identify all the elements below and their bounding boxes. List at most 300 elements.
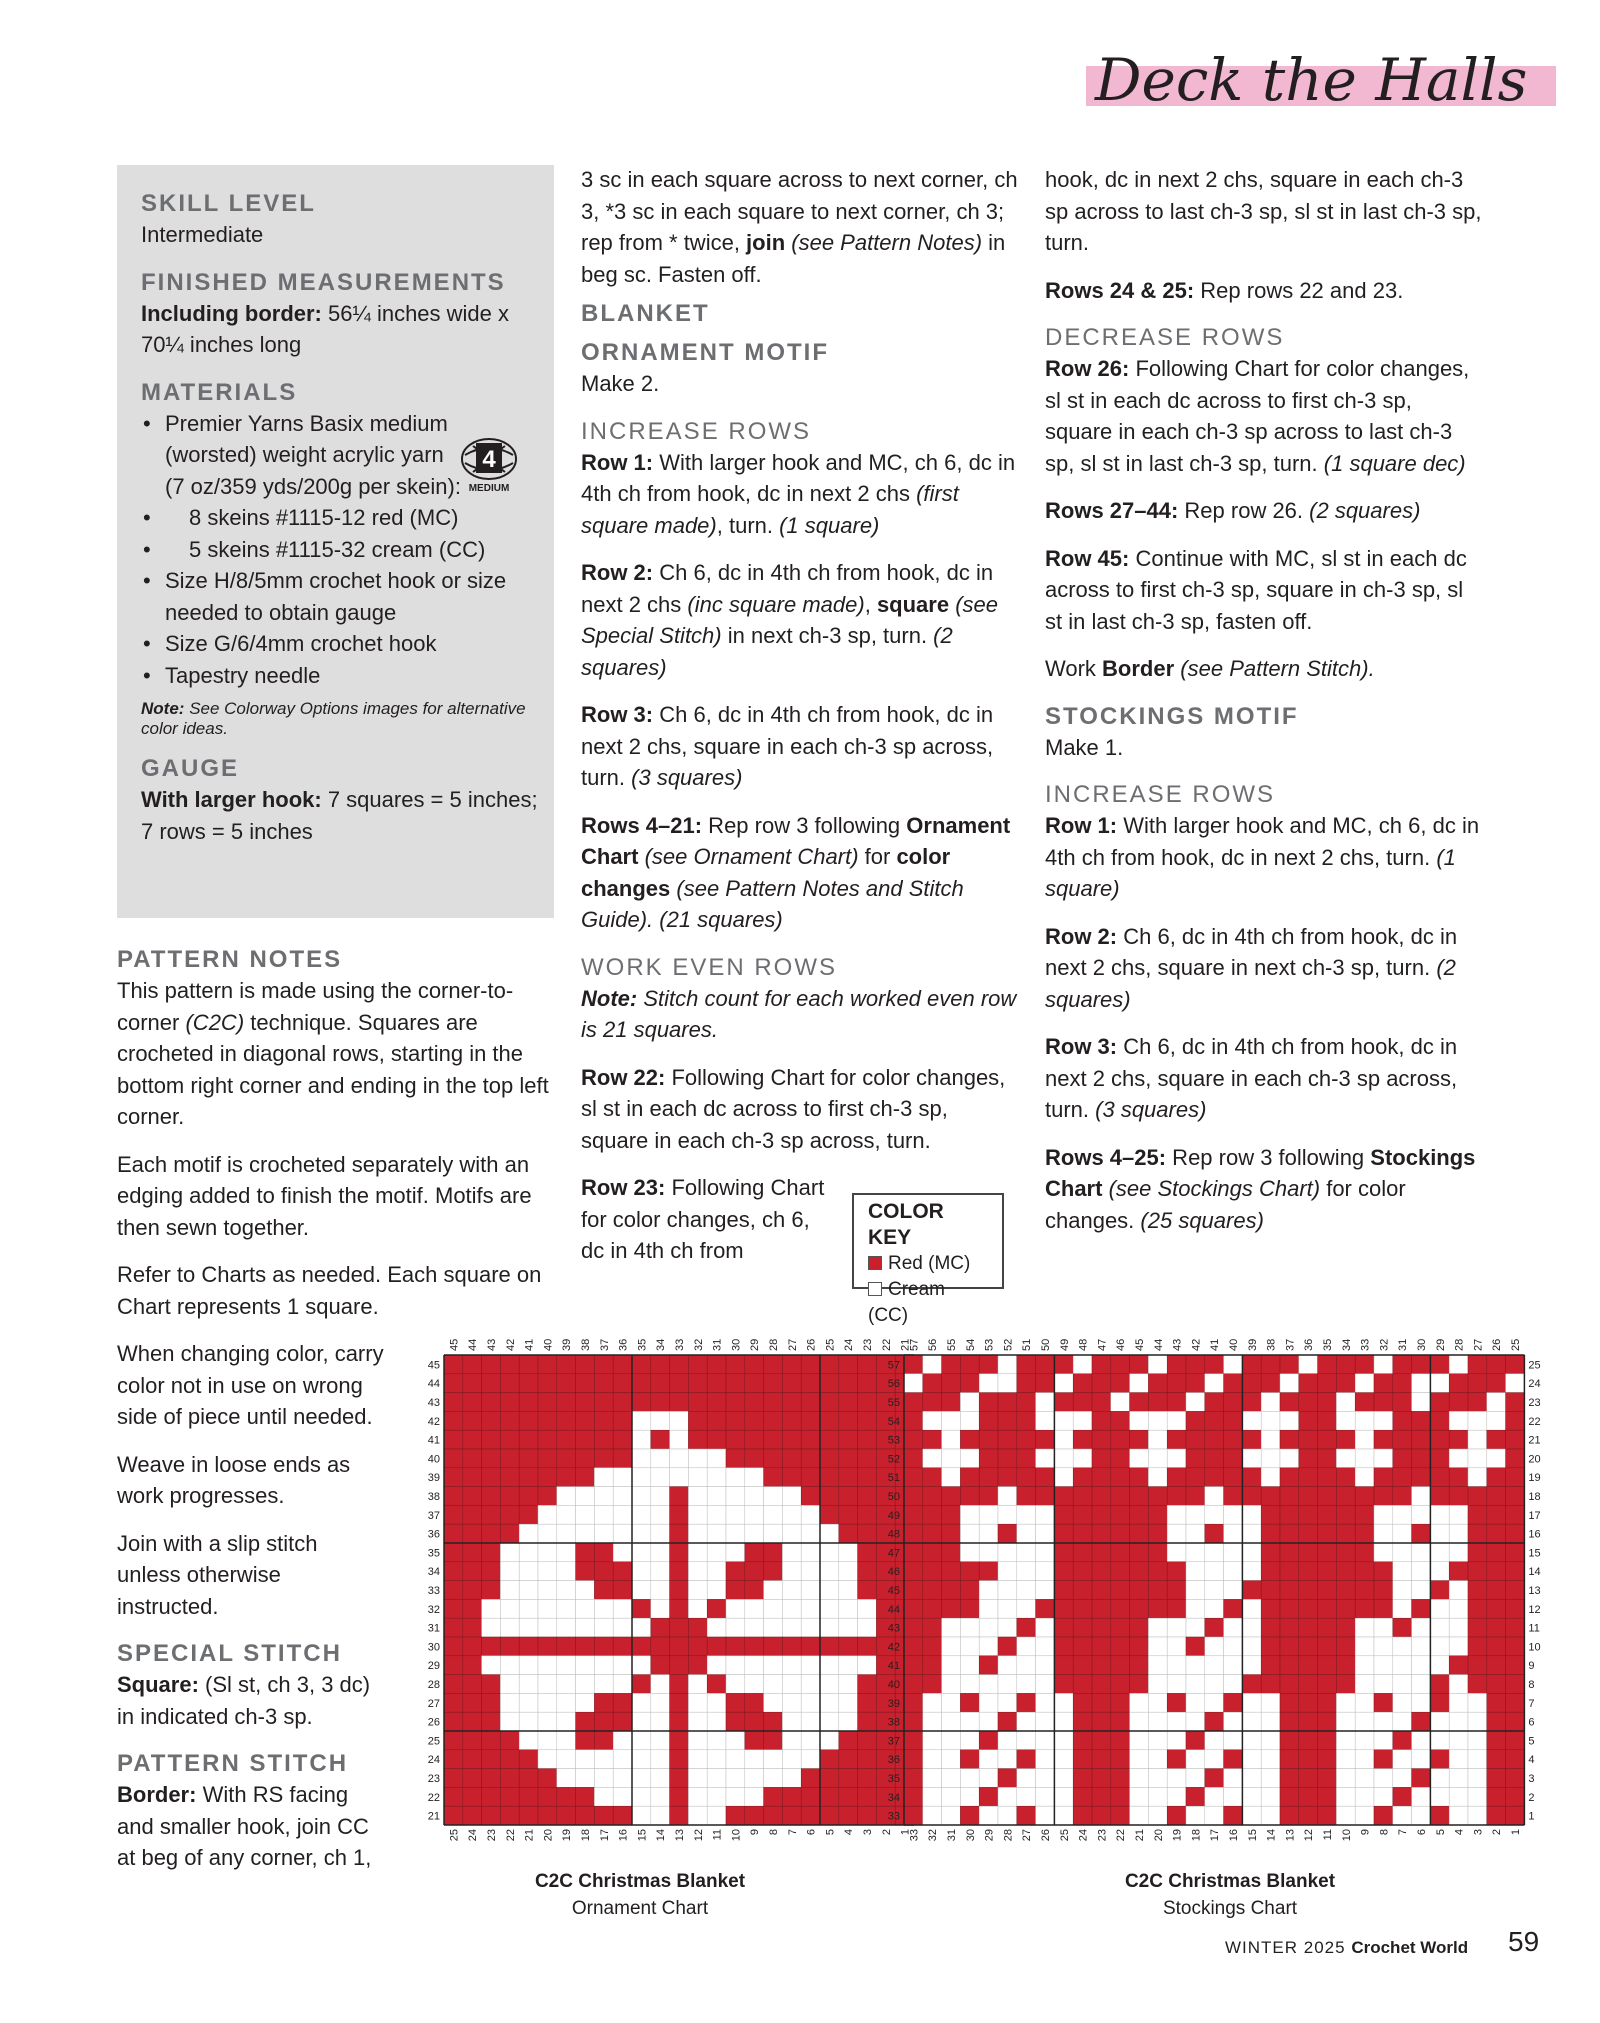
stockings-rows-4-25: [1045, 1142, 1485, 1237]
chart-cell: [1393, 1393, 1412, 1412]
text: 3 sc in each square across to next corner, ch 3, *3 sc in each square to next corner, ch 3; rep from * twice,: [581, 167, 1018, 255]
chart-cell: [1224, 1618, 1243, 1637]
chart-cell: [1111, 1581, 1130, 1600]
chart-cell: [1111, 1543, 1130, 1562]
chart-cell: [1092, 1449, 1111, 1468]
chart-cell: [801, 1806, 820, 1825]
chart-cell: [1205, 1505, 1224, 1524]
chart-cell: [1017, 1411, 1036, 1430]
chart-cell: [960, 1355, 979, 1374]
chart-cell: [1280, 1637, 1299, 1656]
chart-cell: [1487, 1787, 1506, 1806]
chart-tick-label: 27: [1021, 1829, 1034, 1842]
chart-cell: [1355, 1505, 1374, 1524]
chart-cell: [1336, 1524, 1355, 1543]
chart-cell: [1280, 1355, 1299, 1374]
chart-cell: [1073, 1562, 1092, 1581]
chart-cell: [979, 1543, 998, 1562]
chart-cell: [745, 1656, 764, 1675]
chart-tick-label: 39: [887, 1697, 900, 1710]
chart-cell: [1167, 1505, 1186, 1524]
chart-cell: [1412, 1430, 1431, 1449]
chart-cell: [904, 1750, 923, 1769]
chart-cell: [923, 1524, 942, 1543]
list-item: • Premier Yarns Basix medium (worsted) weight acrylic yarn (7 oz/359 yds/200g per skein):: [141, 408, 541, 503]
chart-cell: [1036, 1750, 1055, 1769]
chart-tick-label: 17: [1209, 1829, 1222, 1842]
chart-cell: [651, 1637, 670, 1656]
chart-cell: [1036, 1618, 1055, 1637]
chart-cell: [1130, 1393, 1149, 1412]
chart-cell: [1186, 1787, 1205, 1806]
chart-cell: [942, 1675, 961, 1694]
chart-cell: [594, 1656, 613, 1675]
chart-tick-label: 5: [1528, 1735, 1535, 1748]
chart-cell: [1280, 1411, 1299, 1430]
chart-cell: [942, 1487, 961, 1506]
chart-cell: [1073, 1618, 1092, 1637]
chart-cell: [1073, 1543, 1092, 1562]
chart-cell: [463, 1374, 482, 1393]
chart-cell: [1336, 1731, 1355, 1750]
chart-cell: [858, 1693, 877, 1712]
chart-cell: [557, 1355, 576, 1374]
yarn-color-text: 8 skeins #1115-12 red (MC): [189, 505, 459, 530]
text: (see Ornament Chart): [638, 844, 859, 869]
chart-cell: [1224, 1769, 1243, 1788]
chart-cell: [500, 1411, 519, 1430]
chart-cell: [1036, 1374, 1055, 1393]
chart-cell: [1449, 1656, 1468, 1675]
chart-cell: [651, 1618, 670, 1637]
chart-cell: [1111, 1769, 1130, 1788]
chart-cell: [1506, 1374, 1525, 1393]
chart-cell: [613, 1468, 632, 1487]
chart-cell: [1036, 1581, 1055, 1600]
chart-cell: [1506, 1693, 1525, 1712]
chart-tick-label: 34: [887, 1791, 900, 1804]
chart-cell: [632, 1430, 651, 1449]
chart-cell: [1506, 1524, 1525, 1543]
chart-tick-label: 16: [1228, 1829, 1240, 1842]
chart-cell: [1186, 1769, 1205, 1788]
chart-cell: [1318, 1618, 1337, 1637]
chart-cell: [1073, 1374, 1092, 1393]
chart-cell: [1261, 1599, 1280, 1618]
chart-cell: [1355, 1468, 1374, 1487]
chart-cell: [1073, 1505, 1092, 1524]
chart-cell: [594, 1599, 613, 1618]
color-key-title: COLOR KEY: [868, 1200, 944, 1249]
chart-cell: [576, 1505, 595, 1524]
chart-cell: [1318, 1505, 1337, 1524]
chart-cell: [1355, 1524, 1374, 1543]
chart-cell: [1242, 1637, 1261, 1656]
row-3: [581, 699, 1021, 794]
chart-cell: [1036, 1637, 1055, 1656]
chart-cell: [1280, 1656, 1299, 1675]
chart-cell: [500, 1618, 519, 1637]
chart-cell: [482, 1393, 501, 1412]
chart-cell: [1167, 1693, 1186, 1712]
chart-cell: [1186, 1543, 1205, 1562]
chart-tick-label: 21: [427, 1810, 440, 1823]
chart-cell: [1092, 1693, 1111, 1712]
chart-cell: [632, 1449, 651, 1468]
chart-cell: [1487, 1543, 1506, 1562]
even-note: [581, 983, 1021, 1046]
chart-cell: [1449, 1599, 1468, 1618]
chart-cell: [1092, 1731, 1111, 1750]
chart-cell: [1148, 1769, 1167, 1788]
chart-cell: [998, 1637, 1017, 1656]
chart-cell: [1468, 1468, 1487, 1487]
chart-cell: [1374, 1524, 1393, 1543]
chart-cell: [904, 1637, 923, 1656]
chart-cell: [764, 1374, 783, 1393]
chart-cell: [923, 1750, 942, 1769]
chart-cell: [1280, 1374, 1299, 1393]
chart-cell: [839, 1637, 858, 1656]
chart-cell: [1468, 1599, 1487, 1618]
chart-cell: [1506, 1731, 1525, 1750]
chart-cell: [1430, 1393, 1449, 1412]
chart-cell: [1242, 1505, 1261, 1524]
chart-cell: [801, 1656, 820, 1675]
chart-cell: [782, 1468, 801, 1487]
chart-cell: [1036, 1355, 1055, 1374]
chart-cell: [463, 1637, 482, 1656]
chart-cell: [839, 1543, 858, 1562]
chart-cell: [519, 1355, 538, 1374]
chart-cell: [688, 1449, 707, 1468]
chart-cell: [1186, 1675, 1205, 1694]
chart-cell: [1430, 1374, 1449, 1393]
chart-cell: [820, 1562, 839, 1581]
chart-cell: [1036, 1675, 1055, 1694]
chart-tick-label: 18: [1528, 1491, 1541, 1503]
chart-tick-label: 4: [1453, 1829, 1466, 1836]
chart-cell: [923, 1637, 942, 1656]
chart-cell: [557, 1787, 576, 1806]
chart-cell: [538, 1637, 557, 1656]
chart-cell: [820, 1750, 839, 1769]
chart-cell: [1280, 1731, 1299, 1750]
chart-cell: [979, 1656, 998, 1675]
chart-cell: [1412, 1487, 1431, 1506]
text: square: [876, 591, 950, 617]
chart-cell: [1430, 1543, 1449, 1562]
chart-cell: [1487, 1599, 1506, 1618]
chart-cell: [632, 1806, 651, 1825]
chart-cell: [1242, 1750, 1261, 1769]
chart-cell: [670, 1806, 689, 1825]
chart-cell: [745, 1712, 764, 1731]
chart-cell: [1318, 1750, 1337, 1769]
chart-cell: [782, 1806, 801, 1825]
chart-cell: [1506, 1656, 1525, 1675]
chart-cell: [1054, 1524, 1073, 1543]
chart-cell: [1318, 1693, 1337, 1712]
chart-cell: [801, 1430, 820, 1449]
text: Work: [1045, 656, 1103, 681]
chart-cell: [858, 1581, 877, 1600]
chart-cell: [942, 1524, 961, 1543]
chart-cell: [1224, 1393, 1243, 1412]
chart-cell: [1054, 1712, 1073, 1731]
chart-cell: [979, 1787, 998, 1806]
chart-cell: [1148, 1543, 1167, 1562]
chart-cell: [1506, 1787, 1525, 1806]
chart-cell: [782, 1524, 801, 1543]
label: Rows 27–44:: [1045, 498, 1179, 523]
chart-cell: [782, 1393, 801, 1412]
chart-cell: [1073, 1393, 1092, 1412]
chart-cell: [726, 1430, 745, 1449]
chart-tick-label: 22: [1115, 1829, 1128, 1842]
chart-cell: [998, 1449, 1017, 1468]
chart-cell: [904, 1731, 923, 1750]
stockings-caption-subtitle: Stockings Chart: [1162, 1898, 1298, 1919]
chart-cell: [482, 1769, 501, 1788]
chart-tick-label: 40: [887, 1679, 900, 1691]
chart-cell: [1393, 1468, 1412, 1487]
chart-cell: [726, 1393, 745, 1412]
chart-tick-label: 53: [887, 1434, 900, 1447]
chart-cell: [858, 1675, 877, 1694]
chart-cell: [688, 1806, 707, 1825]
chart-cell: [482, 1599, 501, 1618]
chart-cell: [1242, 1524, 1261, 1543]
rows-24-25: [1045, 275, 1485, 307]
chart-cell: [1468, 1487, 1487, 1506]
chart-cell: [1318, 1599, 1337, 1618]
chart-cell: [1468, 1731, 1487, 1750]
text: ,: [864, 591, 877, 617]
chart-cell: [1186, 1731, 1205, 1750]
chart-cell: [594, 1787, 613, 1806]
chart-cell: [594, 1430, 613, 1449]
chart-cell: [960, 1750, 979, 1769]
text: Continue with MC, sl st in each dc across to first ch-3 sp, square in ch-3 sp, sl st in last ch-3 sp, fasten off.: [1045, 545, 1467, 634]
chart-cell: [858, 1355, 877, 1374]
pattern-note-1: [117, 975, 557, 1133]
chart-cell: [1054, 1618, 1073, 1637]
chart-cell: [745, 1750, 764, 1769]
label: Rows 4–25:: [1045, 1144, 1167, 1170]
chart-cell: [707, 1393, 726, 1412]
chart-cell: [1054, 1656, 1073, 1675]
text: Ch 6, dc in 4th ch from hook, dc in next 2 chs, square in each ch-3 sp across, turn.: [1045, 1034, 1458, 1122]
chart-tick-label: 34: [655, 1338, 668, 1351]
chart-cell: [1261, 1750, 1280, 1769]
chart-cell: [1242, 1449, 1261, 1468]
chart-cell: [1242, 1543, 1261, 1562]
chart-cell: [1167, 1731, 1186, 1750]
chart-cell: [1205, 1487, 1224, 1506]
stockings-row-2: [1045, 921, 1485, 1016]
chart-cell: [942, 1787, 961, 1806]
color-key-cream-label: Cream (CC): [868, 1279, 946, 1326]
chart-tick-label: 37: [1284, 1338, 1297, 1351]
chart-tick-label: 6: [1416, 1829, 1428, 1836]
chart-cell: [1506, 1487, 1525, 1506]
chart-cell: [1449, 1618, 1468, 1637]
chart-cell: [1017, 1731, 1036, 1750]
chart-cell: [1017, 1449, 1036, 1468]
chart-cell: [726, 1769, 745, 1788]
chart-cell: [1130, 1562, 1149, 1581]
chart-cell: [1205, 1468, 1224, 1487]
chart-tick-label: 32: [1378, 1338, 1391, 1351]
chart-cell: [942, 1581, 961, 1600]
chart-cell: [820, 1618, 839, 1637]
chart-cell: [613, 1393, 632, 1412]
text: (see Special Stitch): [581, 591, 999, 648]
chart-cell: [1148, 1430, 1167, 1449]
chart-cell: [764, 1618, 783, 1637]
chart-cell: [651, 1543, 670, 1562]
chart-cell: [979, 1393, 998, 1412]
chart-cell: [998, 1562, 1017, 1581]
chart-cell: [745, 1581, 764, 1600]
chart-cell: [576, 1449, 595, 1468]
chart-cell: [538, 1712, 557, 1731]
chart-cell: [801, 1731, 820, 1750]
text: Border: [1102, 656, 1175, 681]
chart-cell: [726, 1581, 745, 1600]
chart-cell: [904, 1487, 923, 1506]
chart-cell: [1205, 1769, 1224, 1788]
chart-cell: [782, 1355, 801, 1374]
chart-cell: [1412, 1543, 1431, 1562]
chart-cell: [1017, 1355, 1036, 1374]
chart-cell: [1299, 1393, 1318, 1412]
chart-cell: [500, 1430, 519, 1449]
chart-cell: [613, 1806, 632, 1825]
chart-cell: [1299, 1656, 1318, 1675]
chart-cell: [923, 1543, 942, 1562]
chart-tick-label: 26: [427, 1716, 440, 1729]
chart-cell: [519, 1468, 538, 1487]
chart-cell: [904, 1355, 923, 1374]
chart-cell: [1318, 1787, 1337, 1806]
chart-cell: [923, 1393, 942, 1412]
text: (3 squares): [1095, 1097, 1207, 1122]
chart-tick-label: 33: [674, 1338, 686, 1351]
chart-cell: [1449, 1769, 1468, 1788]
chart-cell: [904, 1411, 923, 1430]
chart-cell: [632, 1487, 651, 1506]
chart-cell: [1449, 1750, 1468, 1769]
chart-cell: [651, 1505, 670, 1524]
chart-cell: [557, 1731, 576, 1750]
chart-cell: [1449, 1468, 1468, 1487]
chart-cell: [764, 1449, 783, 1468]
chart-cell: [651, 1411, 670, 1430]
chart-cell: [1374, 1543, 1393, 1562]
chart-tick-label: 44: [427, 1378, 440, 1391]
chart-cell: [500, 1712, 519, 1731]
chart-cell: [538, 1806, 557, 1825]
chart-cell: [839, 1449, 858, 1468]
chart-cell: [444, 1693, 463, 1712]
chart-cell: [904, 1543, 923, 1562]
text: Following Chart for color changes, sl st in each dc across to first ch-3 sp, square in each ch-3 sp across to last ch-3 sp, sl st in last ch-3 sp, turn.: [1045, 356, 1470, 476]
chart-cell: [1355, 1393, 1374, 1412]
chart-cell: [538, 1411, 557, 1430]
chart-cell: [1092, 1430, 1111, 1449]
text: in next ch-3 sp, turn.: [721, 623, 934, 648]
chart-cell: [1036, 1505, 1055, 1524]
chart-tick-label: 40: [1228, 1338, 1240, 1351]
chart-cell: [632, 1411, 651, 1430]
chart-cell: [1318, 1712, 1337, 1731]
label: Row 45:: [1045, 545, 1130, 571]
chart-cell: [1506, 1599, 1525, 1618]
chart-cell: [557, 1562, 576, 1581]
chart-cell: [1224, 1468, 1243, 1487]
chart-cell: [1054, 1806, 1073, 1825]
chart-cell: [764, 1693, 783, 1712]
text: Ornament Chart: [581, 812, 1011, 869]
chart-cell: [904, 1468, 923, 1487]
chart-cell: [1092, 1524, 1111, 1543]
text: (see Stockings Chart): [1102, 1176, 1321, 1201]
chart-tick-label: 41: [427, 1434, 440, 1447]
chart-cell: [688, 1693, 707, 1712]
chart-cell: [670, 1487, 689, 1506]
text: (2 squares): [1045, 955, 1456, 1012]
chart-cell: [979, 1637, 998, 1656]
chart-cell: [1092, 1374, 1111, 1393]
chart-cell: [1073, 1581, 1092, 1600]
chart-cell: [1393, 1806, 1412, 1825]
chart-cell: [979, 1487, 998, 1506]
chart-cell: [1148, 1393, 1167, 1412]
yarn-color-red: [141, 502, 541, 534]
chart-cell: [1261, 1693, 1280, 1712]
chart-cell: [1355, 1731, 1374, 1750]
chart-cell: [998, 1693, 1017, 1712]
chart-cell: [1430, 1693, 1449, 1712]
chart-cell: [557, 1656, 576, 1675]
chart-tick-label: 51: [887, 1472, 900, 1485]
chart-cell: [670, 1505, 689, 1524]
chart-cell: [1299, 1750, 1318, 1769]
chart-cell: [1299, 1374, 1318, 1393]
chart-cell: [670, 1787, 689, 1806]
chart-cell: [1468, 1393, 1487, 1412]
chart-cell: [1167, 1411, 1186, 1430]
chart-cell: [1148, 1449, 1167, 1468]
chart-cell: [960, 1581, 979, 1600]
chart-cell: [782, 1505, 801, 1524]
chart-cell: [1148, 1712, 1167, 1731]
chart-cell: [1224, 1581, 1243, 1600]
chart-cell: [1186, 1505, 1205, 1524]
chart-cell: [1506, 1393, 1525, 1412]
text: With larger hook and MC, ch 6, dc in 4th ch from hook, dc in next 2 chs: [581, 449, 1016, 506]
chart-cell: [1355, 1355, 1374, 1374]
chart-cell: [960, 1731, 979, 1750]
chart-cell: [1130, 1712, 1149, 1731]
chart-cell: [1261, 1581, 1280, 1600]
chart-cell: [444, 1675, 463, 1694]
chart-cell: [923, 1355, 942, 1374]
materials-heading: MATERIALS: [141, 378, 298, 406]
chart-cell: [444, 1618, 463, 1637]
